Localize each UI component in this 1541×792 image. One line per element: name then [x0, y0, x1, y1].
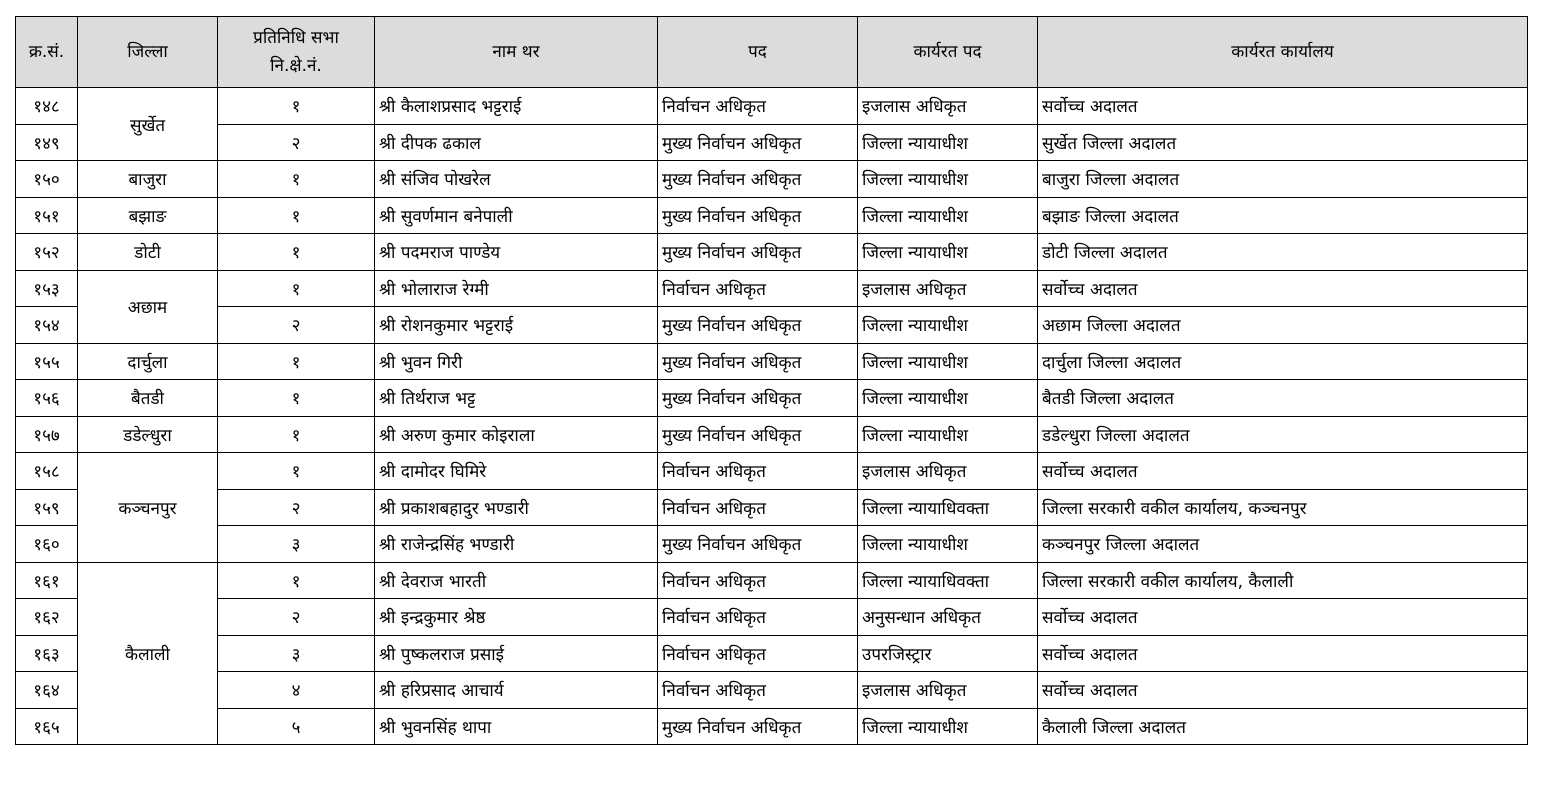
table-row — [16, 635, 1528, 672]
post-cell: निर्वाचन अधिकृत — [658, 635, 858, 672]
district-cell: डडेल्धुरा — [78, 416, 218, 453]
working-post-cell: जिल्ला न्यायाधीश — [858, 343, 1038, 380]
constituency-cell: १ — [218, 416, 375, 453]
serial-cell: १५८ — [16, 453, 78, 490]
serial-cell: १६१ — [16, 562, 78, 599]
post-cell: निर्वाचन अधिकृत — [658, 270, 858, 307]
header-name: नाम थर — [375, 17, 658, 88]
serial-cell: १६० — [16, 526, 78, 563]
header-constituency — [218, 17, 375, 88]
name-cell: श्री अरुण कुमार कोइराला — [375, 416, 658, 453]
table-row — [16, 453, 1528, 490]
name-cell: श्री कैलाशप्रसाद भट्टराई — [375, 88, 658, 125]
working-office-cell: अछाम जिल्ला अदालत — [1038, 307, 1528, 344]
name-cell: श्री प्रकाशबहादुर भण्डारी — [375, 489, 658, 526]
header-serial: क्र.सं. — [16, 17, 78, 88]
working-office-cell: कैलाली जिल्ला अदालत — [1038, 708, 1528, 745]
post-cell: मुख्य निर्वाचन अधिकृत — [658, 343, 858, 380]
post-cell: निर्वाचन अधिकृत — [658, 562, 858, 599]
working-post-cell: जिल्ला न्यायाधीश — [858, 416, 1038, 453]
constituency-cell: १ — [218, 88, 375, 125]
constituency-cell: ३ — [218, 526, 375, 563]
constituency-cell: ४ — [218, 672, 375, 709]
working-office-cell: सर्वोच्च अदालत — [1038, 270, 1528, 307]
name-cell: श्री भोलाराज रेग्मी — [375, 270, 658, 307]
table-row — [16, 161, 1528, 198]
header-constituency-line2: नि.क्षे.नं. — [270, 56, 322, 76]
table-row — [16, 380, 1528, 417]
district-cell: कञ्चनपुर — [78, 453, 218, 563]
header-row — [16, 17, 1528, 88]
district-cell: कैलाली — [78, 562, 218, 745]
working-office-cell: दार्चुला जिल्ला अदालत — [1038, 343, 1528, 380]
working-post-cell: जिल्ला न्यायाधीश — [858, 526, 1038, 563]
post-cell: मुख्य निर्वाचन अधिकृत — [658, 124, 858, 161]
constituency-cell: २ — [218, 599, 375, 636]
header-working-office: कार्यरत कार्यालय — [1038, 17, 1528, 88]
post-cell: मुख्य निर्वाचन अधिकृत — [658, 380, 858, 417]
working-office-cell: बैतडी जिल्ला अदालत — [1038, 380, 1528, 417]
district-cell: सुर्खेत — [78, 88, 218, 161]
name-cell: श्री देवराज भारती — [375, 562, 658, 599]
post-cell: मुख्य निर्वाचन अधिकृत — [658, 416, 858, 453]
post-cell: मुख्य निर्वाचन अधिकृत — [658, 234, 858, 271]
post-cell: मुख्य निर्वाचन अधिकृत — [658, 526, 858, 563]
working-post-cell: जिल्ला न्यायाधीश — [858, 380, 1038, 417]
table-row — [16, 599, 1528, 636]
name-cell: श्री पुष्कलराज प्रसाई — [375, 635, 658, 672]
working-office-cell: सर्वोच्च अदालत — [1038, 599, 1528, 636]
working-post-cell: जिल्ला न्यायाधिवक्ता — [858, 562, 1038, 599]
table-row — [16, 124, 1528, 161]
constituency-cell: १ — [218, 234, 375, 271]
table-row — [16, 489, 1528, 526]
working-office-cell: जिल्ला सरकारी वकील कार्यालय, कञ्चनपुर — [1038, 489, 1528, 526]
header-working-post: कार्यरत पद — [858, 17, 1038, 88]
working-post-cell: इजलास अधिकृत — [858, 88, 1038, 125]
working-office-cell: सर्वोच्च अदालत — [1038, 88, 1528, 125]
serial-cell: १५५ — [16, 343, 78, 380]
working-office-cell: डडेल्धुरा जिल्ला अदालत — [1038, 416, 1528, 453]
constituency-cell: १ — [218, 453, 375, 490]
constituency-cell: १ — [218, 270, 375, 307]
serial-cell: १५४ — [16, 307, 78, 344]
serial-cell: १५६ — [16, 380, 78, 417]
post-cell: निर्वाचन अधिकृत — [658, 672, 858, 709]
serial-cell: १५२ — [16, 234, 78, 271]
constituency-cell: १ — [218, 197, 375, 234]
working-post-cell: उपरजिस्ट्रार — [858, 635, 1038, 672]
constituency-cell: १ — [218, 562, 375, 599]
district-cell: बैतडी — [78, 380, 218, 417]
serial-cell: १५१ — [16, 197, 78, 234]
district-cell: दार्चुला — [78, 343, 218, 380]
serial-cell: १६४ — [16, 672, 78, 709]
working-post-cell: जिल्ला न्यायाधिवक्ता — [858, 489, 1038, 526]
serial-cell: १६३ — [16, 635, 78, 672]
working-office-cell: सर्वोच्च अदालत — [1038, 453, 1528, 490]
post-cell: निर्वाचन अधिकृत — [658, 599, 858, 636]
constituency-cell: २ — [218, 307, 375, 344]
working-post-cell: अनुसन्धान अधिकृत — [858, 599, 1038, 636]
district-cell: डोटी — [78, 234, 218, 271]
working-post-cell: इजलास अधिकृत — [858, 672, 1038, 709]
name-cell: श्री रोशनकुमार भट्टराई — [375, 307, 658, 344]
table-row — [16, 88, 1528, 125]
working-post-cell: जिल्ला न्यायाधीश — [858, 708, 1038, 745]
name-cell: श्री पदमराज पाण्डेय — [375, 234, 658, 271]
working-office-cell: डोटी जिल्ला अदालत — [1038, 234, 1528, 271]
table-row — [16, 234, 1528, 271]
table-body — [16, 88, 1528, 745]
table-row — [16, 343, 1528, 380]
working-office-cell: बझाङ जिल्ला अदालत — [1038, 197, 1528, 234]
district-cell: बझाङ — [78, 197, 218, 234]
working-office-cell: सुर्खेत जिल्ला अदालत — [1038, 124, 1528, 161]
working-post-cell: इजलास अधिकृत — [858, 270, 1038, 307]
working-post-cell: जिल्ला न्यायाधीश — [858, 197, 1038, 234]
post-cell: मुख्य निर्वाचन अधिकृत — [658, 161, 858, 198]
post-cell: निर्वाचन अधिकृत — [658, 453, 858, 490]
name-cell: श्री तिर्थराज भट्ट — [375, 380, 658, 417]
table-row — [16, 526, 1528, 563]
table-row — [16, 562, 1528, 599]
name-cell: श्री हरिप्रसाद आचार्य — [375, 672, 658, 709]
name-cell: श्री संजिव पोखरेल — [375, 161, 658, 198]
table-row — [16, 270, 1528, 307]
working-office-cell: सर्वोच्च अदालत — [1038, 672, 1528, 709]
post-cell: निर्वाचन अधिकृत — [658, 88, 858, 125]
name-cell: श्री सुवर्णमान बनेपाली — [375, 197, 658, 234]
post-cell: मुख्य निर्वाचन अधिकृत — [658, 307, 858, 344]
working-post-cell: जिल्ला न्यायाधीश — [858, 307, 1038, 344]
working-post-cell: जिल्ला न्यायाधीश — [858, 161, 1038, 198]
name-cell: श्री भुवन गिरी — [375, 343, 658, 380]
constituency-cell: १ — [218, 161, 375, 198]
officer-table — [15, 16, 1528, 745]
header-post: पद — [658, 17, 858, 88]
post-cell: निर्वाचन अधिकृत — [658, 489, 858, 526]
header-district: जिल्ला — [78, 17, 218, 88]
serial-cell: १४८ — [16, 88, 78, 125]
constituency-cell: २ — [218, 489, 375, 526]
table-row — [16, 708, 1528, 745]
name-cell: श्री भुवनसिंह थापा — [375, 708, 658, 745]
name-cell: श्री राजेन्द्रसिंह भण्डारी — [375, 526, 658, 563]
constituency-cell: १ — [218, 380, 375, 417]
table-row — [16, 672, 1528, 709]
district-cell: बाजुरा — [78, 161, 218, 198]
table-row — [16, 416, 1528, 453]
serial-cell: १५० — [16, 161, 78, 198]
name-cell: श्री दीपक ढकाल — [375, 124, 658, 161]
working-office-cell: कञ्चनपुर जिल्ला अदालत — [1038, 526, 1528, 563]
working-office-cell: सर्वोच्च अदालत — [1038, 635, 1528, 672]
district-cell: अछाम — [78, 270, 218, 343]
serial-cell: १५९ — [16, 489, 78, 526]
table-row — [16, 307, 1528, 344]
serial-cell: १५३ — [16, 270, 78, 307]
constituency-cell: ३ — [218, 635, 375, 672]
header-constituency-line1: प्रतिनिधि सभा — [253, 28, 339, 48]
serial-cell: १५७ — [16, 416, 78, 453]
table-row — [16, 197, 1528, 234]
name-cell: श्री दामोदर घिमिरे — [375, 453, 658, 490]
post-cell: मुख्य निर्वाचन अधिकृत — [658, 197, 858, 234]
constituency-cell: १ — [218, 343, 375, 380]
working-post-cell: जिल्ला न्यायाधीश — [858, 234, 1038, 271]
name-cell: श्री इन्द्रकुमार श्रेष्ठ — [375, 599, 658, 636]
working-post-cell: जिल्ला न्यायाधीश — [858, 124, 1038, 161]
constituency-cell: ५ — [218, 708, 375, 745]
serial-cell: १६२ — [16, 599, 78, 636]
post-cell: मुख्य निर्वाचन अधिकृत — [658, 708, 858, 745]
working-post-cell: इजलास अधिकृत — [858, 453, 1038, 490]
working-office-cell: बाजुरा जिल्ला अदालत — [1038, 161, 1528, 198]
serial-cell: १४९ — [16, 124, 78, 161]
serial-cell: १६५ — [16, 708, 78, 745]
constituency-cell: २ — [218, 124, 375, 161]
working-office-cell: जिल्ला सरकारी वकील कार्यालय, कैलाली — [1038, 562, 1528, 599]
